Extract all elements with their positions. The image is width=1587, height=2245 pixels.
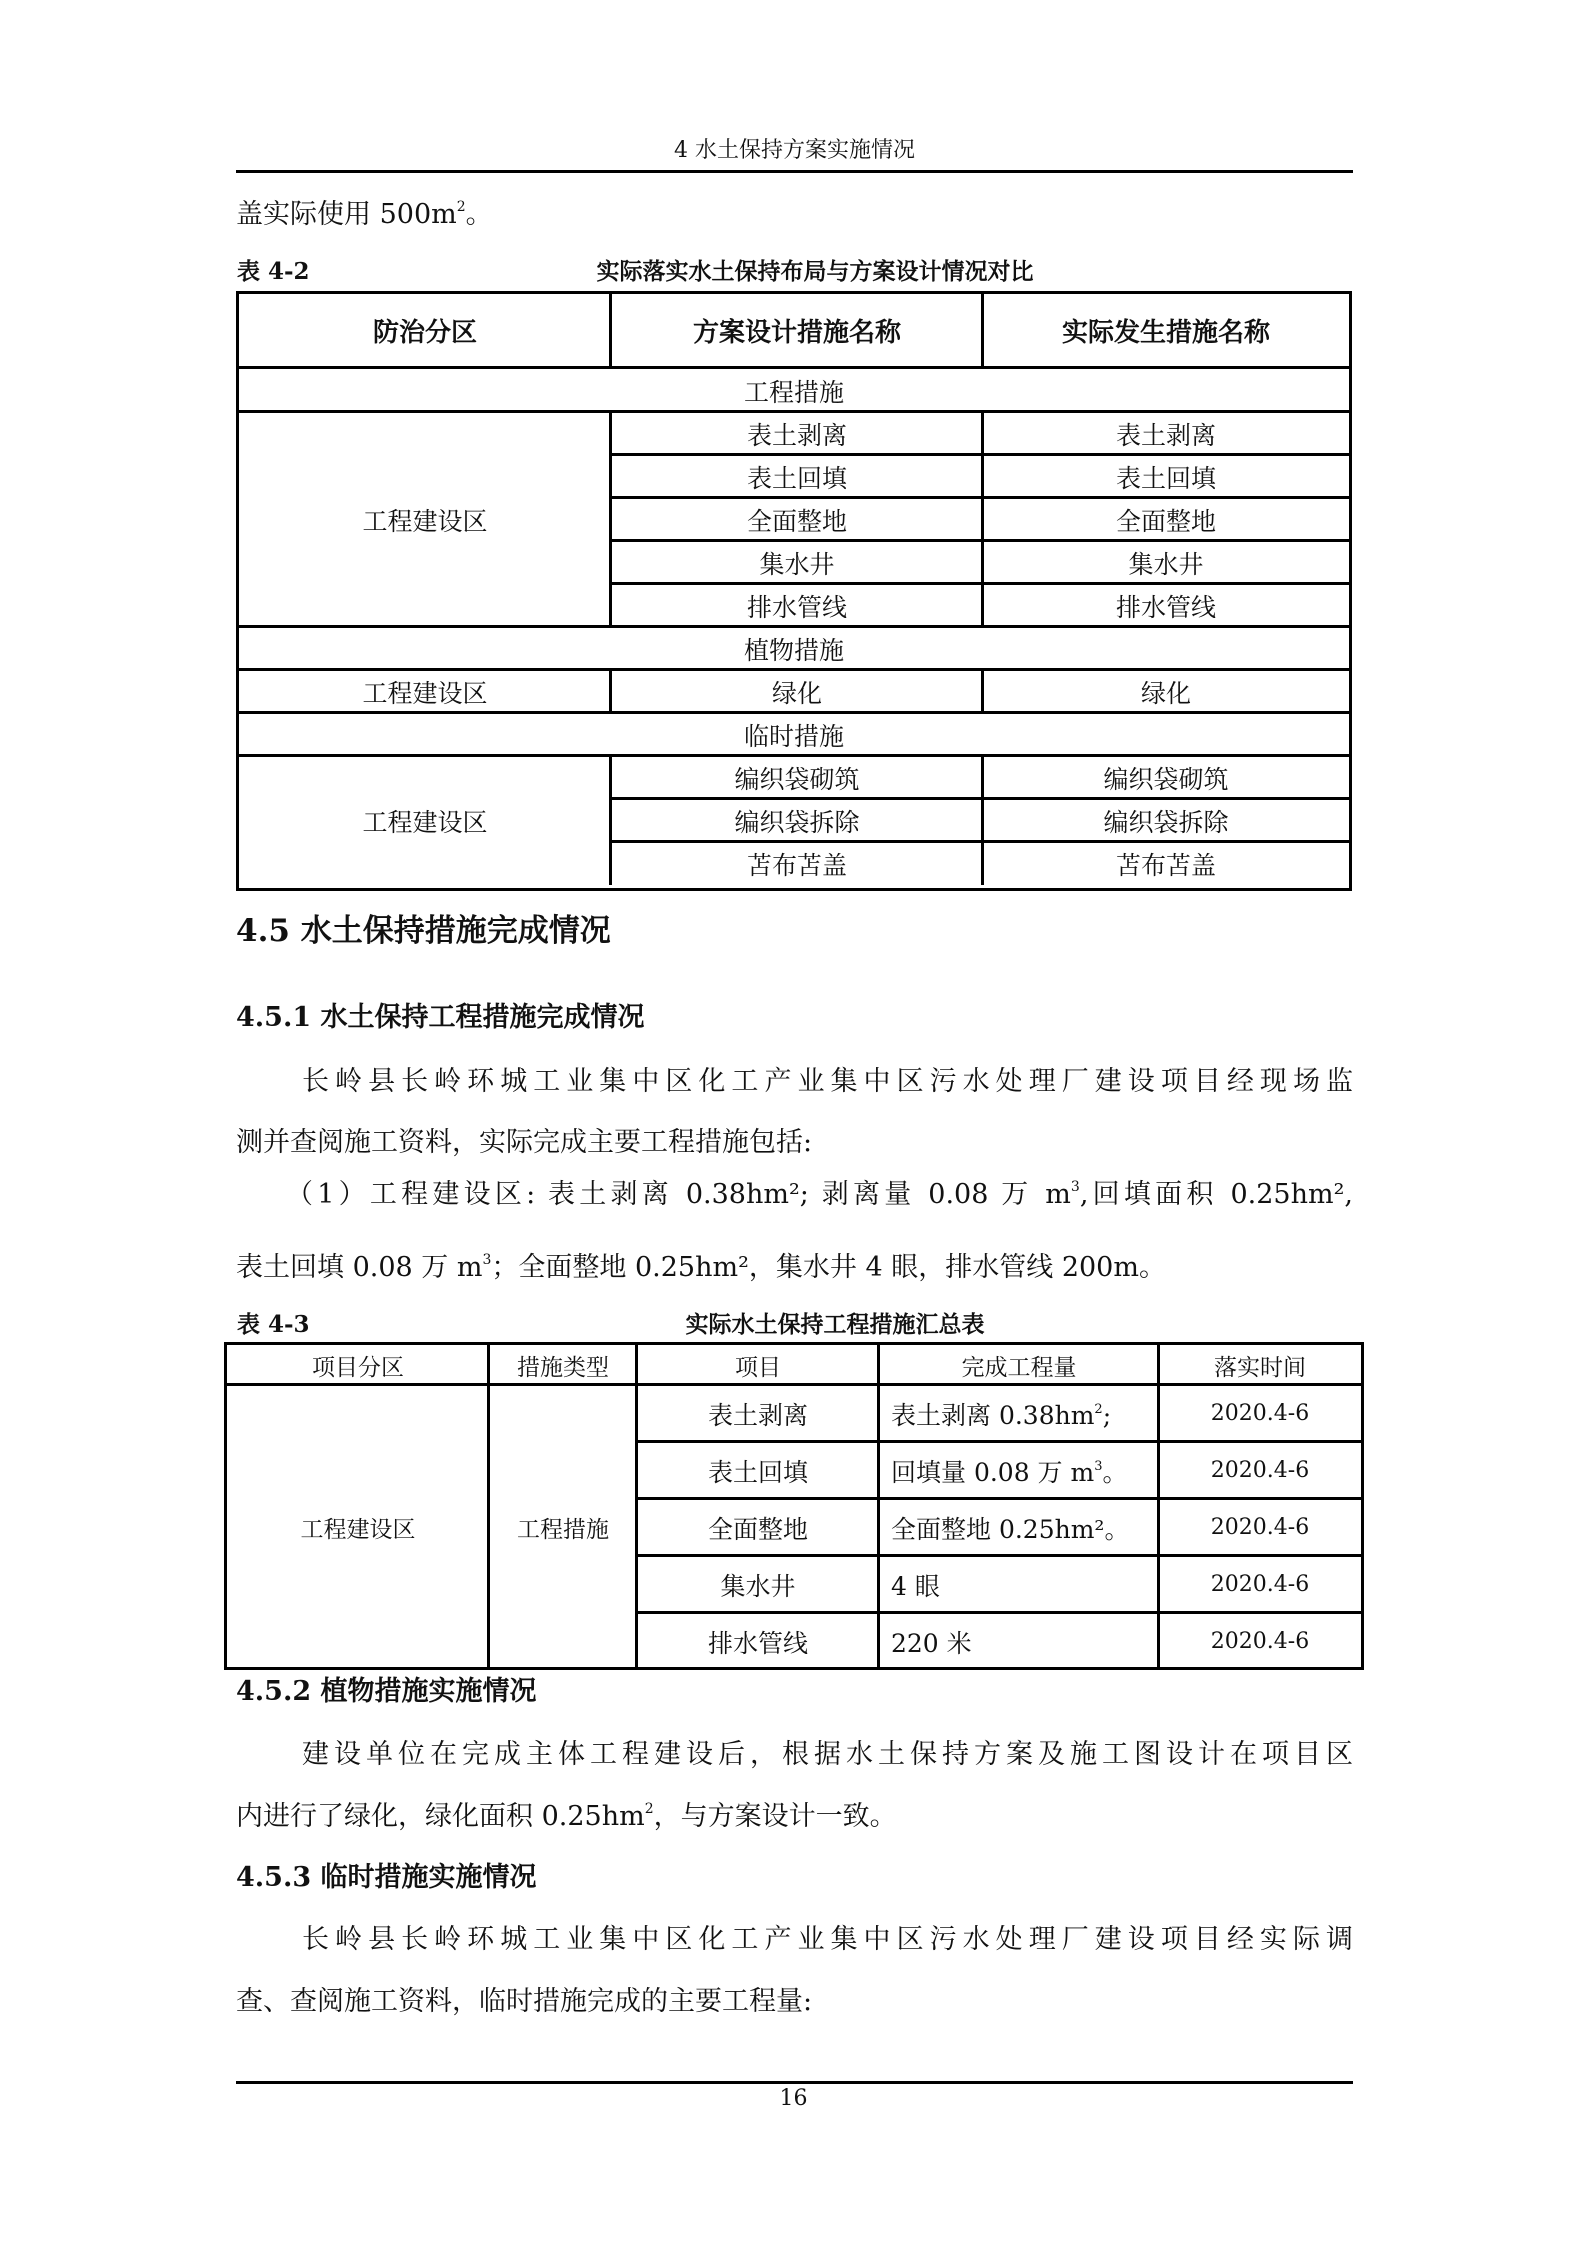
- table-cell: 集水井: [759, 549, 835, 579]
- amount-text: 4 眼: [891, 1571, 940, 1601]
- item-text-a: 表土回填 0.08 万 m: [236, 1252, 483, 1283]
- table-cell: 编织袋拆除: [1103, 807, 1229, 837]
- section-heading-4-5-2: 4.5.2 植物措施实施情况: [236, 1676, 537, 1707]
- header-rule: [236, 170, 1353, 173]
- table-cell: 排水管线: [1115, 592, 1216, 622]
- column-header: 措施类型: [517, 1354, 609, 1381]
- table-cell: 绿化: [771, 678, 822, 708]
- table-cell: 全面整地: [1115, 506, 1216, 536]
- table-rule: [981, 294, 984, 369]
- amount-sup: 2: [1094, 1401, 1103, 1417]
- type-cell: 工程措施: [517, 1517, 609, 1543]
- zone-cell: 工程建设区: [362, 506, 488, 536]
- item-text-a: （1）工程建设区: 表土剥离 0.38hm²; 剥离量 0.08 万 m: [286, 1179, 1071, 1210]
- amount-text: 全面整地 0.25hm²。: [891, 1514, 1130, 1544]
- text-a: 内进行了绿化，绿化面积 0.25hm: [236, 1801, 645, 1832]
- paragraph-4-5-3-line-1: 长岭县长岭环城工业集中区化工产业集中区污水处理厂建设项目经实际调: [302, 1924, 1353, 1955]
- item-text-b: ；全面整地 0.25hm²，集水井 4 眼，排水管线 200m。: [491, 1252, 1166, 1283]
- column-header: 落实时间: [1214, 1354, 1306, 1381]
- date-cell: 2020.4-6: [1210, 1515, 1310, 1540]
- amount-cell: [879, 1442, 1159, 1499]
- table-rule: [981, 412, 984, 627]
- amount-cell: [879, 1556, 1159, 1613]
- table-cell: 表土回填: [746, 463, 847, 493]
- amount-text: 表土剥离 0.38hm: [891, 1400, 1095, 1430]
- item-cell: 表土剥离: [707, 1400, 808, 1430]
- footer-rule: [236, 2081, 1353, 2084]
- table-rule: [609, 412, 612, 627]
- date-cell: 2020.4-6: [1210, 1458, 1310, 1483]
- running-header: 4 水土保持方案实施情况: [674, 138, 915, 163]
- item-cell: 集水井: [720, 1571, 796, 1601]
- item-cell: 排水管线: [707, 1628, 808, 1658]
- table-rule: [981, 670, 984, 713]
- intro-text: 盖实际使用 500m: [236, 199, 457, 230]
- table-cell: 编织袋砌筑: [1103, 764, 1229, 794]
- item-sup: 3: [1070, 1179, 1080, 1195]
- column-header: 项目: [735, 1354, 781, 1381]
- table-cell: 编织袋砌筑: [734, 764, 860, 794]
- item-cell: 表土回填: [707, 1457, 808, 1487]
- sup: 2: [644, 1801, 654, 1817]
- table-4-2: [236, 291, 1352, 891]
- date-cell: 2020.4-6: [1210, 1401, 1310, 1426]
- zone-cell: 工程建设区: [362, 807, 488, 837]
- table-4-2-title: 实际落实水土保持布局与方案设计情况对比: [596, 258, 1034, 285]
- table-4-3-label: 表 4-3: [237, 1311, 310, 1338]
- paragraph-4-5-1-line-2: 测并查阅施工资料，实际完成主要工程措施包括:: [236, 1127, 813, 1158]
- section-row: 工程措施: [743, 377, 844, 407]
- amount-text: 220 米: [891, 1628, 972, 1658]
- column-header: 方案设计措施名称: [692, 318, 901, 348]
- column-header: 项目分区: [312, 1354, 404, 1381]
- amount-sup: 3: [1094, 1458, 1103, 1474]
- table-rule: [609, 670, 612, 713]
- section-row: 临时措施: [743, 721, 844, 751]
- amount-tail: ;: [1102, 1400, 1112, 1430]
- table-cell: 苫布苫盖: [746, 850, 847, 880]
- table-cell: 排水管线: [746, 592, 847, 622]
- paragraph-4-5-1-item-line-2: [236, 1248, 1353, 1288]
- amount-cell: [879, 1613, 1159, 1670]
- paragraph-4-5-1-line-1: 长岭县长岭环城工业集中区化工产业集中区污水处理厂建设项目经现场监: [302, 1066, 1353, 1097]
- zone-cell: 工程建设区: [300, 1517, 416, 1543]
- table-rule: [609, 756, 612, 885]
- table-4-2-label: 表 4-2: [237, 258, 310, 285]
- table-cell: 苫布苫盖: [1115, 850, 1216, 880]
- paragraph-4-5-2-line-1: 建设单位在完成主体工程建设后，根据水土保持方案及施工图设计在项目区: [302, 1739, 1353, 1770]
- paragraph-4-5-1-item-line-1: [236, 1175, 1353, 1215]
- section-row: 植物措施: [743, 635, 844, 665]
- table-cell: 表土回填: [1115, 463, 1216, 493]
- paragraph-4-5-3-line-2: 查、查阅施工资料，临时措施完成的主要工程量:: [236, 1986, 813, 2017]
- table-rule: [609, 294, 612, 369]
- section-heading-4-5: 4.5 水土保持措施完成情况: [236, 913, 611, 949]
- column-header: 防治分区: [372, 318, 477, 348]
- page-number: 16: [779, 2086, 808, 2111]
- amount-cell: [879, 1385, 1159, 1442]
- date-cell: 2020.4-6: [1210, 1572, 1310, 1597]
- amount-value: [891, 1396, 1111, 1432]
- column-header: 完成工程量: [961, 1354, 1077, 1381]
- amount-text: 回填量 0.08 万 m: [891, 1457, 1095, 1487]
- table-cell: 编织袋拆除: [734, 807, 860, 837]
- intro-tail: 。: [465, 199, 493, 230]
- table-cell: 全面整地: [746, 506, 847, 536]
- zone-cell: 工程建设区: [362, 678, 488, 708]
- table-cell: 集水井: [1128, 549, 1204, 579]
- item-sup: 3: [482, 1252, 492, 1268]
- amount-value: [891, 1567, 940, 1603]
- amount-value: [891, 1624, 972, 1660]
- text-b: ，与方案设计一致。: [653, 1801, 897, 1832]
- column-header: 实际发生措施名称: [1061, 318, 1270, 348]
- section-heading-4-5-1: 4.5.1 水土保持工程措施完成情况: [236, 1002, 645, 1033]
- amount-tail: 。: [1102, 1457, 1128, 1487]
- table-cell: 绿化: [1140, 678, 1191, 708]
- section-heading-4-5-3: 4.5.3 临时措施实施情况: [236, 1862, 537, 1893]
- amount-value: [891, 1453, 1128, 1489]
- table-cell: 表土剥离: [1115, 420, 1216, 450]
- item-text-b: ,回填面积 0.25hm²,: [1079, 1179, 1353, 1210]
- table-4-3-title: 实际水土保持工程措施汇总表: [685, 1311, 985, 1338]
- date-cell: 2020.4-6: [1210, 1629, 1310, 1654]
- table-cell: 表土剥离: [746, 420, 847, 450]
- paragraph-4-5-2-line-2: [236, 1797, 1353, 1837]
- intro-sup: 2: [456, 199, 466, 215]
- amount-value: [891, 1510, 1129, 1546]
- table-rule: [981, 756, 984, 885]
- intro-paragraph: [236, 195, 1353, 235]
- amount-cell: [879, 1499, 1159, 1556]
- item-cell: 全面整地: [707, 1514, 808, 1544]
- table-4-3: [224, 1342, 1364, 1670]
